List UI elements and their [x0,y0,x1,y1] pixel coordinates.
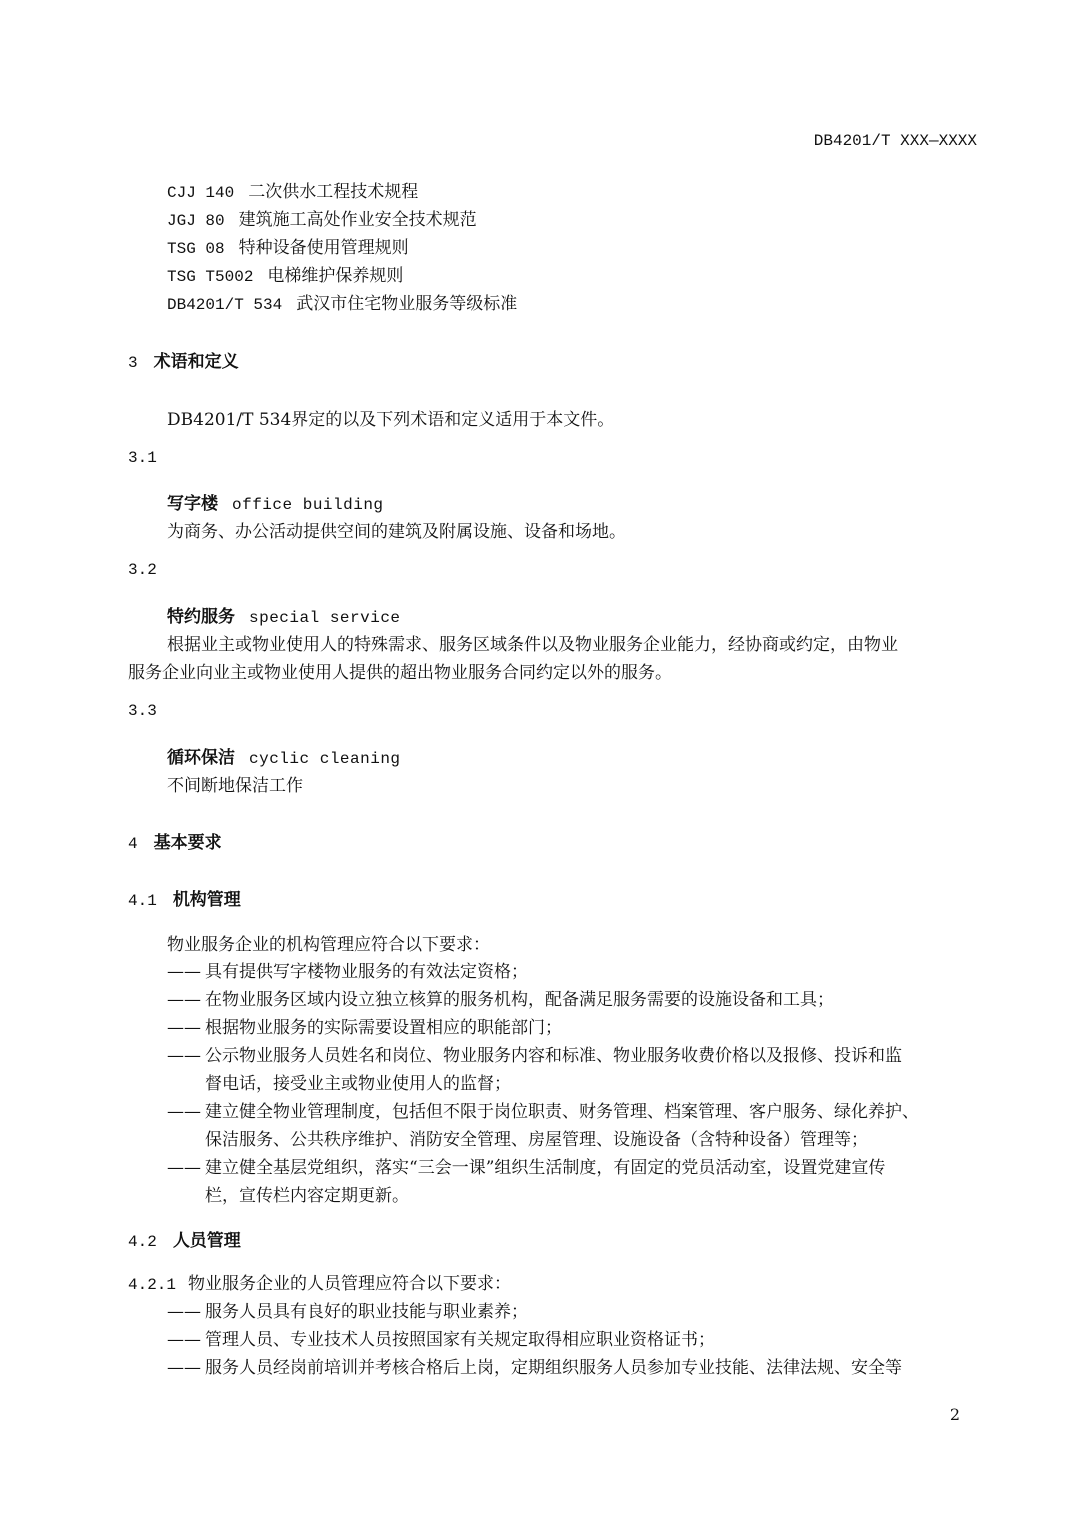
em-dash: —— [167,1330,201,1350]
section-number: 3 [128,354,138,372]
term-heading [167,489,384,514]
list-item-text: 管理人员、专业技术人员按照国家有关规定取得相应职业资格证书； [205,1330,715,1350]
list-item [167,1013,562,1038]
reference-item [167,261,403,286]
list-item-text: 建立健全基层党组织，落实“三会一课”组织生活制度，有固定的党员活动室，设置党建宣传 [205,1158,886,1178]
term-definition: 不间断地保洁工作 [167,776,303,796]
em-dash: —— [167,1302,201,1322]
em-dash: —— [167,1358,201,1378]
list-item [167,1041,902,1066]
term-zh: 特约服务 [167,607,235,627]
term-definition: 为商务、办公活动提供空间的建筑及附属设施、设备和场地。 [167,522,626,542]
reference-code: CJJ 140 [167,184,235,202]
reference-code: DB4201/T 534 [167,296,283,314]
section-heading [128,347,239,372]
term-number: 3.1 [128,449,157,467]
term-number: 3.2 [128,561,157,579]
subsection-title: 机构管理 [172,890,241,910]
term-zh: 写字楼 [167,494,218,514]
list-item-text: 在物业服务区域内设立独立核算的服务机构，配备满足服务需要的设施设备和工具； [205,990,834,1010]
list-item [167,1297,528,1322]
list-item-continued: 督电话，接受业主或物业使用人的监督； [205,1074,511,1094]
section-title: 术语和定义 [153,352,239,372]
term-en: cyclic cleaning [249,750,401,768]
term-heading [167,602,401,627]
subsection-heading [128,1226,241,1251]
reference-title: 特种设备使用管理规则 [238,238,409,258]
term-number: 3.3 [128,702,157,720]
list-item [167,1153,885,1178]
reference-title: 武汉市住宅物业服务等级标准 [296,294,518,314]
list-item-continued: 保洁服务、公共秩序维护、消防安全管理、房屋管理、设施设备（含特种设备）管理等； [205,1130,868,1150]
list-item [167,1325,715,1350]
reference-item [167,177,418,202]
reference-code: TSG T5002 [167,268,254,286]
list-item [167,1097,919,1122]
list-item-text: 公示物业服务人员姓名和岗位、物业服务内容和标准、物业服务收费价格以及报修、投诉和监 [205,1046,902,1066]
reference-item [167,289,517,314]
em-dash: —— [167,962,201,982]
reference-title: 电梯维护保养规则 [267,266,404,286]
section-number: 4 [128,835,138,853]
term-definition: 根据业主或物业使用人的特殊需求、服务区域条件以及物业服务企业能力，经协商或约定，由物业 [167,635,898,655]
list-item-text: 建立健全物业管理制度，包括但不限于岗位职责、财务管理、档案管理、客户服务、绿化养护、 [205,1102,919,1122]
list-item [167,957,528,982]
subsection-intro: 物业服务企业的机构管理应符合以下要求： [167,935,490,955]
clause-text: 物业服务企业的人员管理应符合以下要求： [188,1274,512,1294]
section-heading [128,828,222,853]
em-dash: —— [167,990,201,1010]
page-number: 2 [949,1405,960,1424]
em-dash: —— [167,1158,201,1178]
reference-item [167,233,409,258]
document-number: DB4201/T XXX—XXXX [813,132,977,150]
reference-title: 建筑施工高处作业安全技术规范 [238,210,477,230]
em-dash: —— [167,1102,201,1122]
subsection-number: 4.1 [128,892,157,910]
reference-title: 二次供水工程技术规程 [248,182,419,202]
subsection-heading [128,885,241,910]
list-item-continued: 栏，宣传栏内容定期更新。 [205,1186,409,1206]
clause-4-2-1 [128,1269,511,1294]
list-item-text: 服务人员经岗前培训并考核合格后上岗，定期组织服务人员参加专业技能、法律法规、安全等 [205,1358,902,1378]
em-dash: —— [167,1046,201,1066]
reference-code: TSG 08 [167,240,225,258]
term-en: office building [232,496,384,514]
term-zh: 循环保洁 [167,748,235,768]
em-dash: —— [167,1018,201,1038]
list-item [167,985,834,1010]
term-heading [167,743,401,768]
subsection-title: 人员管理 [172,1231,241,1251]
list-item-text: 具有提供写字楼物业服务的有效法定资格； [205,962,528,982]
term-definition-continued: 服务企业向业主或物业使用人提供的超出物业服务合同约定以外的服务。 [128,663,672,683]
clause-number: 4.2.1 [128,1276,177,1294]
list-item-text: 根据物业服务的实际需要设置相应的职能部门； [205,1018,562,1038]
list-item [167,1353,902,1378]
section-intro: DB4201/T 534界定的以及下列术语和定义适用于本文件。 [167,410,615,430]
section-title: 基本要求 [153,833,222,853]
reference-code: JGJ 80 [167,212,225,230]
list-item-text: 服务人员具有良好的职业技能与职业素养； [205,1302,528,1322]
subsection-number: 4.2 [128,1233,157,1251]
reference-item [167,205,477,230]
term-en: special service [249,609,401,627]
